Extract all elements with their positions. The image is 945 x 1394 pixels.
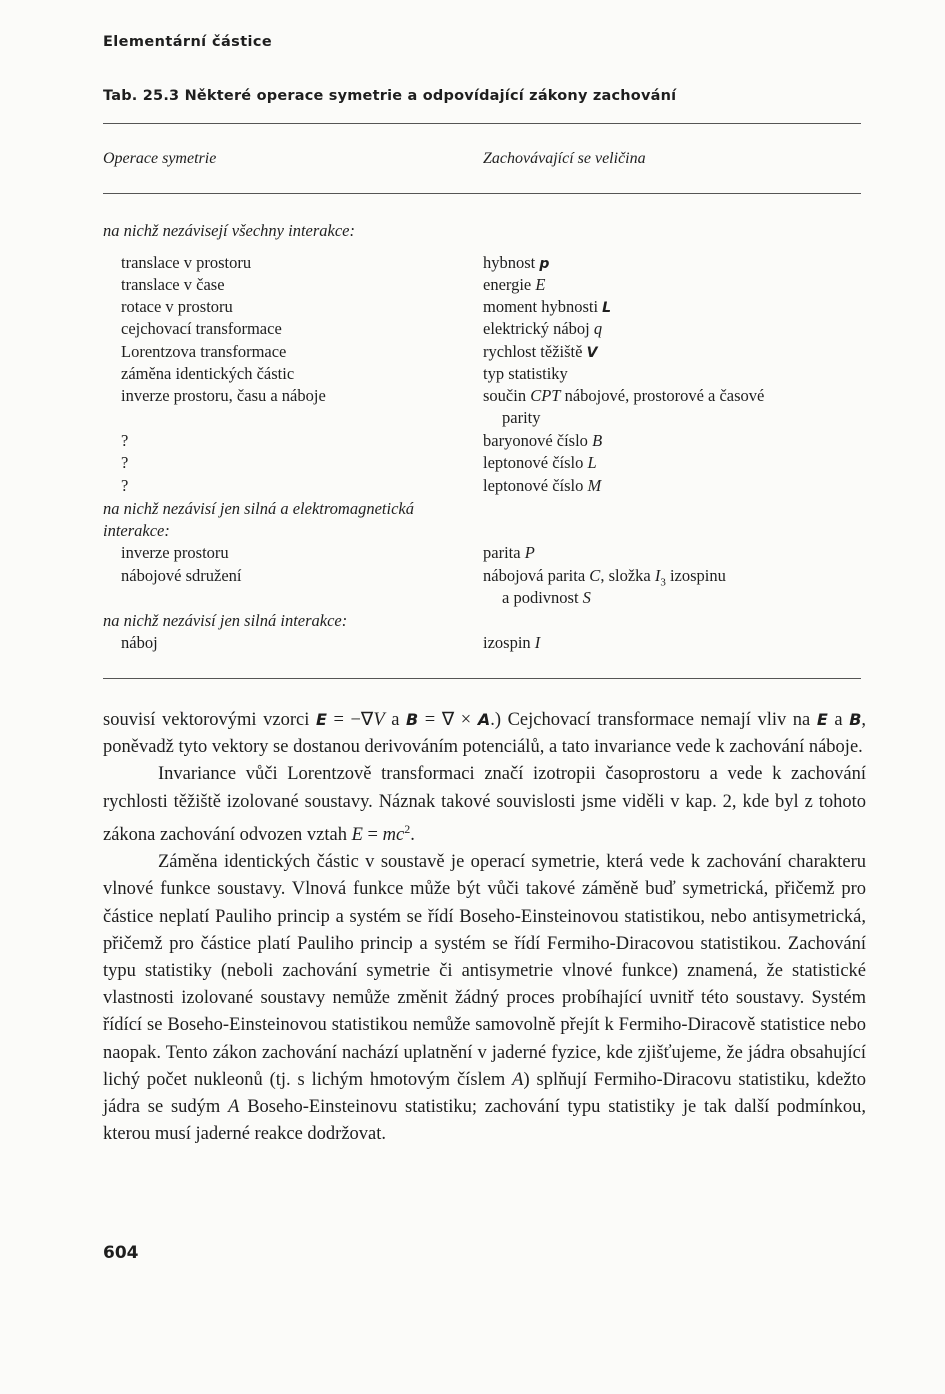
group-heading-all-interactions: na nichž nezávisejí všechny interakce: [103, 221, 355, 240]
paragraph: Záměna identických částic v soustavě je operací symetrie, která vede k zachování charakteru vlnové funkce soustavy. Vlnová funkce může být vůči takové záměně buď symetrická, přičemž pro částice neplatí Pauliho princip a systém se řídí Boseho-Einsteinovou statistikou, nebo antisymetrická, přičemž pro částice platí Pauliho princip a systém se řídí Fermiho-Diracovou statistikou. Zachování typu statistiky (neboli zachování symetrie či antisymetrie vlnové funkce) znamená, že statistické vlastnosti izolované soustavy nemůže změnit žádný proces probíhající uvnitř této soustavy. Systém řídící se Boseho-Einsteinovou statistikou nemůže samovolně přejít k Fermiho-Diracově statistice nebo naopak. Tento zákon zachování nachází uplatnění v jaderné fyzice, kde zjišťujeme, že jádra obsahující lichý počet nukleonů (tj. s lichým hmotovým číslem A) splňují Fermiho-Diracovu statistiku, kdežto jádra se sudým A Boseho-Einsteinovu statistiku; zachování typu statistiky je tak další podmínkou, kterou musí jaderné reakce dodržovat. [103, 852, 866, 1145]
table-header-rule [103, 193, 861, 194]
table-cell-quantity-continuation: a podivnost S [502, 588, 591, 607]
table-cell-quantity: parita P [483, 543, 535, 562]
table-cell-quantity: energie E [483, 275, 546, 294]
table-cell-quantity: součin CPT nábojové, prostorové a časové [483, 386, 765, 405]
table-cell-quantity-continuation: parity [502, 408, 541, 427]
table-cell-operation: cejchovací transformace [121, 319, 282, 338]
table-cell-quantity: typ statistiky [483, 364, 568, 383]
page-number: 604 [103, 1243, 139, 1263]
group-heading-strong-em-cont: interakce: [103, 521, 170, 540]
paragraph: Invariance vůči Lorentzově transformaci značí izotropii časoprostoru a vede k zachování rychlosti těžiště izolované soustavy. Náznak takové souvislosti jsme viděli v kap. 2, kde byl z tohoto zákona zachování odvozen vztah $E = mc^2$. [103, 764, 866, 845]
table-cell-operation: translace v čase [121, 275, 225, 294]
table-title: Tab. 25.3 Některé operace symetrie a odpovídající zákony zachování [103, 88, 677, 104]
body-text [103, 706, 866, 1148]
column-header-quantity: Zachovávající se veličina [483, 150, 646, 167]
table-cell-quantity: moment hybnosti L [483, 297, 612, 316]
table-bottom-rule [103, 678, 861, 679]
table-cell-operation: inverze prostoru [121, 543, 229, 562]
table-cell-quantity: izospin I [483, 633, 541, 652]
table-cell-operation: inverze prostoru, času a náboje [121, 386, 326, 405]
table-cell-operation: rotace v prostoru [121, 297, 233, 316]
group-heading-strong-em: na nichž nezávisí jen silná a elektromagnetická [103, 499, 414, 518]
table-cell-operation: nábojové sdružení [121, 566, 242, 585]
table-cell-operation: záměna identických částic [121, 364, 295, 383]
column-header-operation: Operace symetrie [103, 150, 217, 167]
table-cell-operation: Lorentzova transformace [121, 342, 287, 361]
running-header: Elementární částice [103, 34, 273, 50]
paragraph: souvisí vektorovými vzorci E = −∇V a B = ∇ × A.) Cejchovací transformace nemají vliv na E a B, poněvadž tyto vektory se dostanou derivováním potenciálů, a tato invariance vede k zachování náboje. [103, 710, 867, 758]
table-cell-quantity: elektrický náboj q [483, 319, 603, 338]
table-cell-quantity: baryonové číslo B [483, 431, 603, 450]
table-cell-quantity: hybnost p [483, 253, 550, 272]
table-cell-quantity: rychlost těžiště V [483, 342, 598, 361]
table-cell-operation-unknown: ? [121, 431, 129, 450]
group-heading-strong: na nichž nezávisí jen silná interakce: [103, 611, 348, 630]
table-cell-operation-unknown: ? [121, 453, 129, 472]
table-cell-quantity: leptonové číslo M [483, 476, 602, 495]
table-cell-operation: náboj [121, 633, 158, 652]
table-cell-operation-unknown: ? [121, 476, 129, 495]
table-cell-quantity: nábojová parita C, složka $I_3$ izospinu [483, 566, 726, 589]
table-cell-quantity: leptonové číslo L [483, 453, 597, 472]
table-cell-operation: translace v prostoru [121, 253, 252, 272]
table-top-rule [103, 123, 861, 124]
